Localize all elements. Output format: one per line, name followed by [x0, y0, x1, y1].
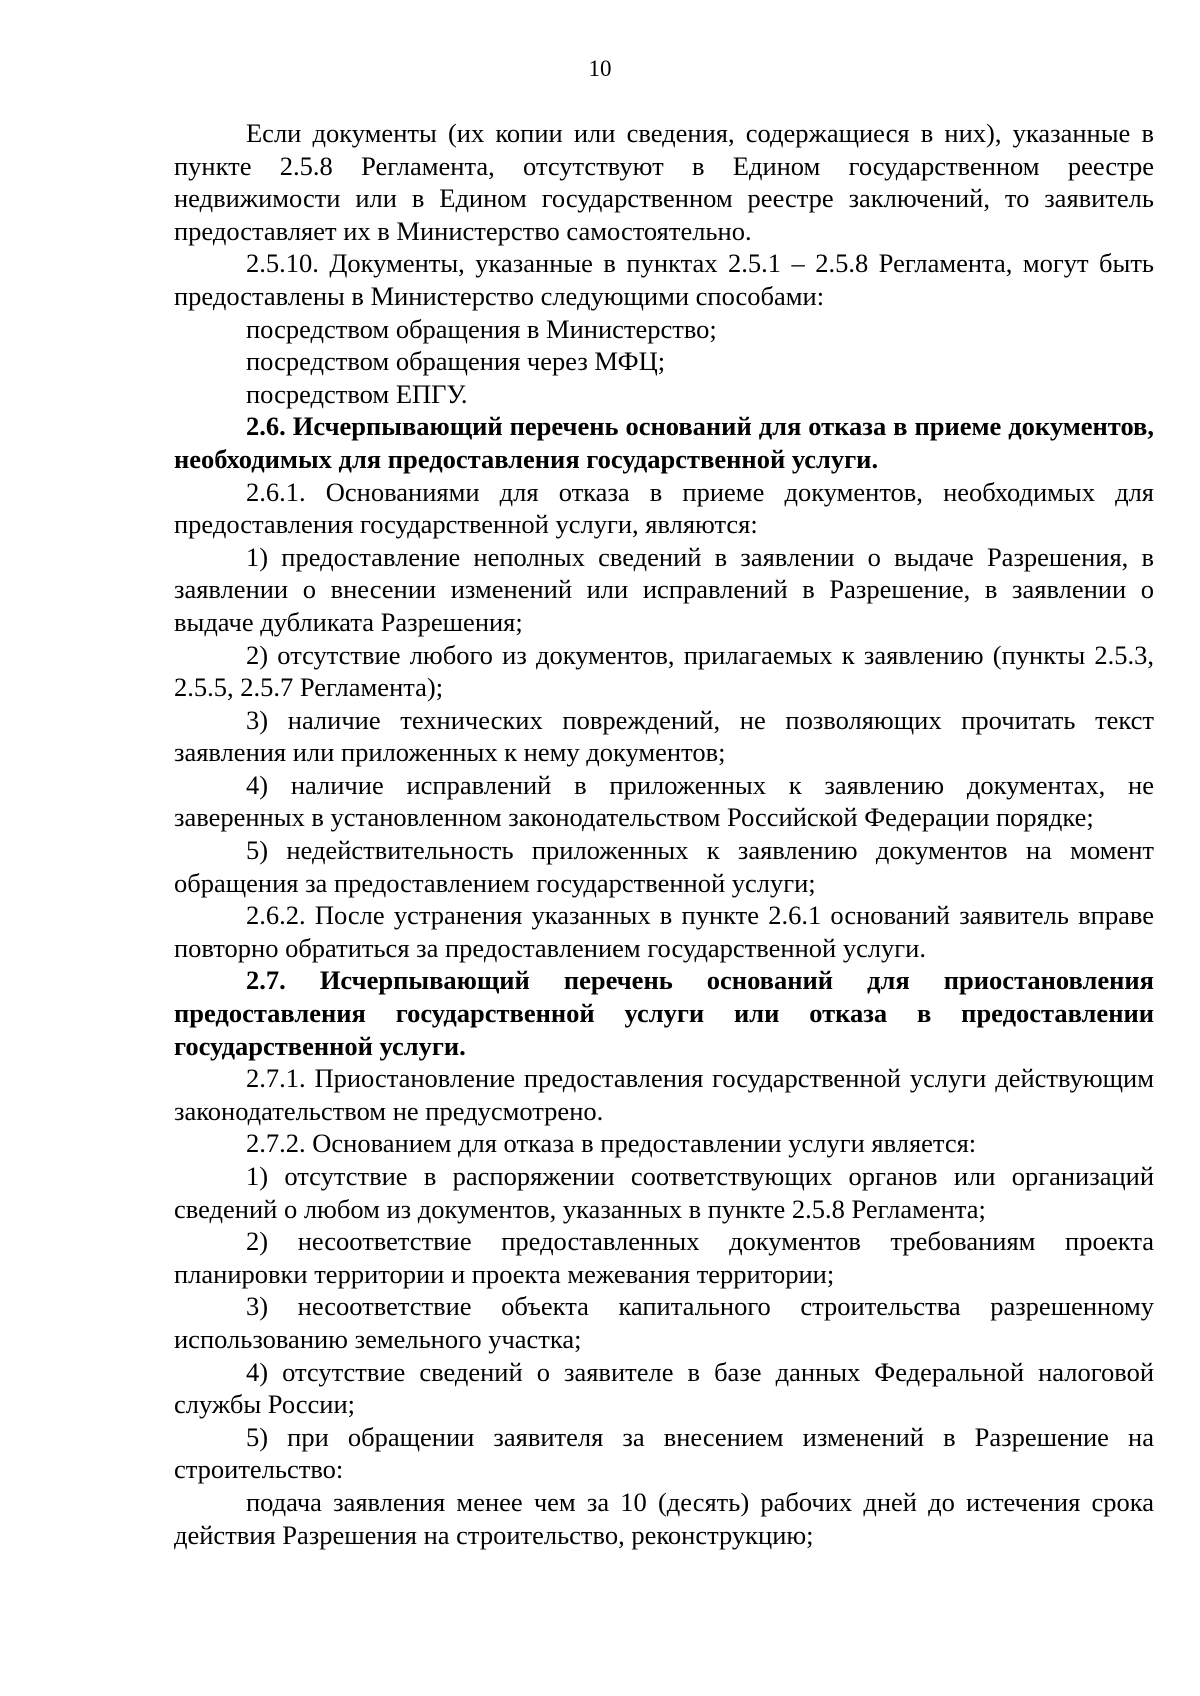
section-heading: 2.7. Исчерпывающий перечень оснований для приостановления предоставления государственной услуги или отказа в предоставлении государственной услуги.	[174, 965, 1154, 1061]
paragraph: 2.7.1. Приостановление предоставления государственной услуги действующим законодательством не предусмотрено.	[174, 1063, 1154, 1126]
paragraph: 2) несоответствие предоставленных документов требованиям проекта планировки территории и проекта межевания территории;	[174, 1226, 1154, 1289]
paragraph: 2) отсутствие любого из документов, прилагаемых к заявлению (пункты 2.5.3, 2.5.5, 2.5.7 Регламента);	[174, 639, 1154, 703]
paragraph: подача заявления менее чем за 10 (десять) рабочих дней до истечения срока действия Разрешения на строительство, реконструкцию;	[174, 1486, 1154, 1550]
paragraph: 1) отсутствие в распоряжении соответствующих органов или организаций сведений о любом из документов, указанных в пункте 2.5.8 Регламента;	[174, 1161, 1154, 1224]
document-body	[174, 117, 1154, 1551]
page-number: 10	[588, 56, 612, 81]
paragraph: 4) наличие исправлений в приложенных к заявлению документах, не заверенных в установленном законодательством Российской Федерации порядке;	[174, 769, 1154, 833]
section-heading: 2.6. Исчерпывающий перечень оснований для отказа в приеме документов, необходимых для предоставления государственной услуги.	[174, 411, 1154, 474]
paragraph: 2.7.2. Основанием для отказа в предоставлении услуги является:	[246, 1128, 977, 1159]
paragraph: 3) наличие технических повреждений, не позволяющих прочитать текст заявления или приложенных к нему документов;	[174, 704, 1154, 768]
paragraph: 4) отсутствие сведений о заявителе в базе данных Федеральной налоговой службы России;	[174, 1356, 1154, 1420]
paragraph: 1) предоставление неполных сведений в заявлении о выдаче Разрешения, в заявлении о внесении изменений или исправлений в Разрешение, в заявлении о выдаче дубликата Разрешения;	[174, 541, 1154, 637]
paragraph: 5) недействительность приложенных к заявлению документов на момент обращения за предоставлением государственной услуги;	[174, 835, 1154, 898]
paragraph: 2.6.1. Основаниями для отказа в приеме документов, необходимых для предоставления государственной услуги, являются:	[174, 476, 1154, 540]
paragraph: посредством ЕПГУ.	[246, 378, 468, 409]
paragraph: 2.5.10. Документы, указанные в пунктах 2.5.1 – 2.5.8 Регламента, могут быть предоставлены в Министерство следующими способами:	[174, 248, 1154, 311]
paragraph: 2.6.2. После устранения указанных в пункте 2.6.1 оснований заявитель вправе повторно обратиться за предоставлением государственной услуги.	[174, 900, 1154, 963]
paragraph: посредством обращения через МФЦ;	[246, 346, 666, 377]
paragraph: 5) при обращении заявителя за внесением изменений в Разрешение на строительство:	[174, 1421, 1154, 1485]
paragraph: посредством обращения в Министерство;	[246, 313, 717, 344]
paragraph: 3) несоответствие объекта капитального строительства разрешенному использованию земельного участка;	[174, 1291, 1154, 1354]
paragraph: Если документы (их копии или сведения, содержащиеся в них), указанные в пункте 2.5.8 Регламента, отсутствуют в Едином государственном реестре недвижимости или в Едином государственном реестре заключений, то заявитель предоставляет их в Министерство самостоятельно.	[174, 118, 1154, 246]
